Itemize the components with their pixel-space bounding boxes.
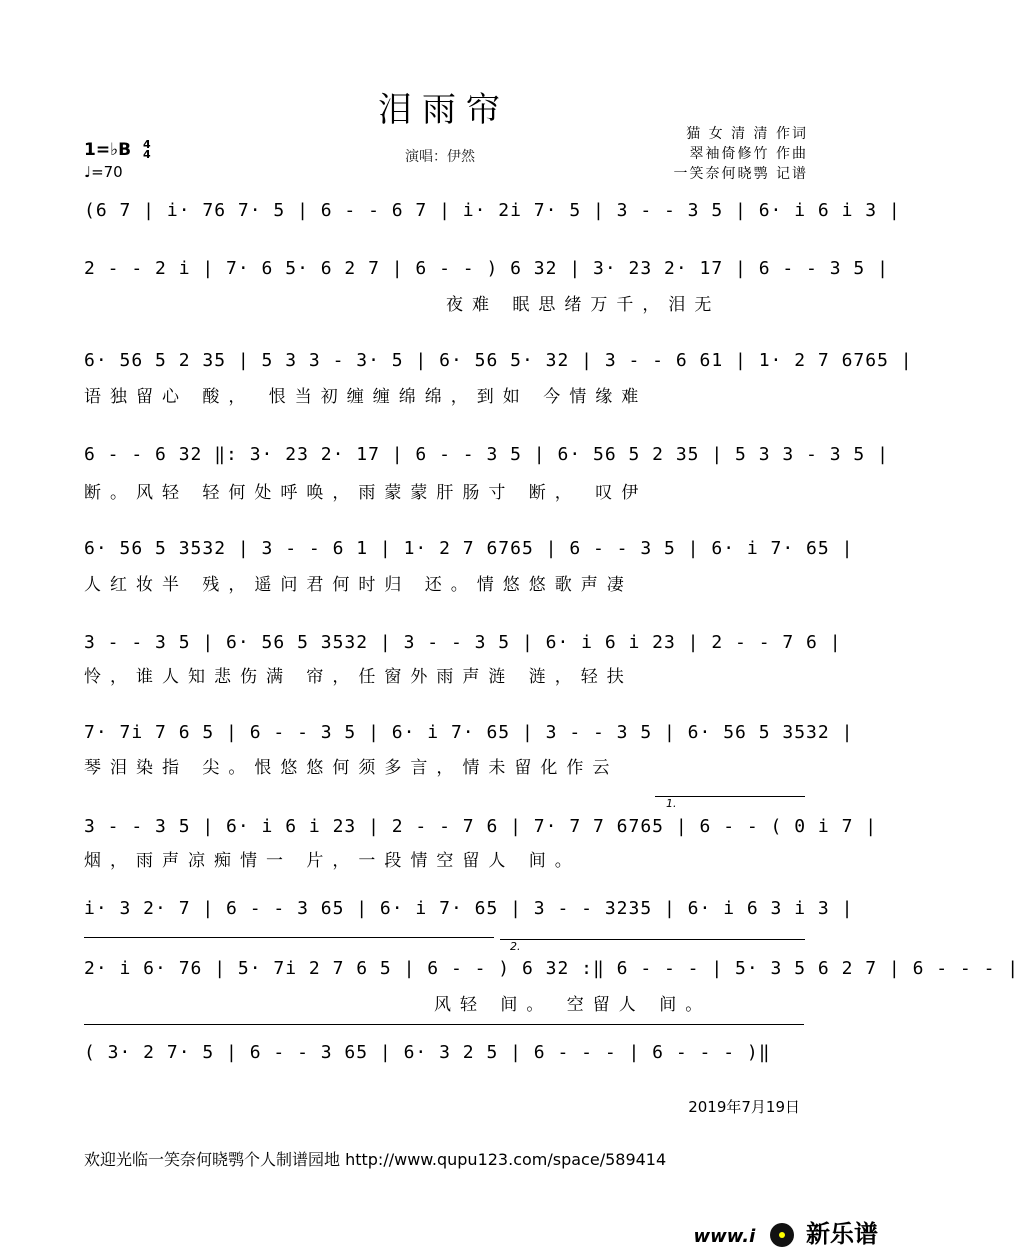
- singer-credit: 演唱：伊然: [405, 149, 475, 165]
- volta-2-bracket: [500, 939, 805, 940]
- notation-row-3: 6· 56 5 2 35 | 5 3 3 - 3· 5 | 6· 56 5· 32 | 3 - - 6 61 | 1· 2 7 6765 |: [84, 350, 913, 371]
- lyric-row-6: 怜，谁人知悲伤满 帘，任窗外雨声涟 涟，轻扶: [84, 667, 633, 687]
- brand-www: www.i: [693, 1226, 756, 1247]
- notation-row-1: (6 7 | i· 76 7· 5 | 6 - - 6 7 | i· 2i 7· 5 | 3 - - 3 5 | 6· i 6 i 3 |: [84, 200, 901, 221]
- music-disc-icon: [770, 1223, 794, 1247]
- notation-row-10: 2· i 6· 76 | 5· 7i 2 7 6 5 | 6 - - ) 6 32 :‖ 6 - - - | 5· 3 5 6 2 7 | 6 - - - |: [84, 958, 1019, 979]
- lyric-row-3: 语独留心 酸， 恨当初缠缠绵绵，到如 今情缘难: [84, 387, 648, 407]
- brand-logo[interactable]: [694, 1214, 878, 1249]
- composer-credit: 翠袖倚修竹 作曲: [689, 146, 808, 162]
- meter-bottom: 4: [142, 148, 151, 161]
- notation-row-4: 6 - - 6 32 ‖: 3· 23 2· 17 | 6 - - 3 5 | 6· 56 5 2 35 | 5 3 3 - 3 5 |: [84, 444, 889, 465]
- page-title: 泪雨帘: [378, 90, 510, 130]
- lyric-row-8: 烟，雨声凉痴情一 片，一段情空留人 间。: [84, 851, 581, 871]
- lyricist-credit: 猫 女 清 清 作词: [686, 126, 808, 142]
- time-signature: [143, 140, 151, 160]
- notation-row-9: i· 3 2· 7 | 6 - - 3 65 | 6· i 7· 65 | 3 - - 3235 | 6· i 6 3 i 3 |: [84, 898, 854, 919]
- lyric-row-7: 琴泪染指 尖。恨悠悠何须多言，情未留化作云: [84, 758, 619, 778]
- lyric-row-10: 风轻 间。 空留人 间。: [434, 995, 712, 1015]
- key-signature: [84, 140, 151, 160]
- notation-row-8: 3 - - 3 5 | 6· i 6 i 23 | 2 - - 7 6 | 7· 7 7 6765 | 6 - - ( 0 i 7 |: [84, 816, 878, 837]
- volta-1-bracket: [655, 796, 805, 797]
- volta-1-line: [84, 937, 494, 938]
- date: 2019年7月19日: [688, 1098, 800, 1116]
- volta-2-label: 2.: [510, 940, 521, 953]
- coda-line: [84, 1024, 804, 1025]
- key-label: 1=♭B: [84, 140, 132, 160]
- volta-1-label: 1.: [666, 797, 677, 810]
- meter-top: 4: [142, 138, 151, 151]
- tempo-marking: ♩=70: [84, 163, 123, 181]
- lyric-row-4: 断。风轻 轻何处呼唤，雨蒙蒙肝肠寸 断， 叹伊: [84, 483, 648, 503]
- transcriber-credit: 一笑奈何晓鹗 记谱: [673, 166, 808, 182]
- notation-row-7: 7· 7i 7 6 5 | 6 - - 3 5 | 6· i 7· 65 | 3 - - 3 5 | 6· 56 5 3532 |: [84, 722, 854, 743]
- notation-row-11: ( 3· 2 7· 5 | 6 - - 3 65 | 6· 3 2 5 | 6 - - - | 6 - - - )‖: [84, 1042, 771, 1063]
- notation-row-5: 6· 56 5 3532 | 3 - - 6 1 | 1· 2 7 6765 | 6 - - 3 5 | 6· i 7· 65 |: [84, 538, 854, 559]
- notation-row-6: 3 - - 3 5 | 6· 56 5 3532 | 3 - - 3 5 | 6· i 6 i 23 | 2 - - 7 6 |: [84, 632, 842, 653]
- brand-name: 新乐谱: [806, 1220, 878, 1248]
- lyric-row-2: 夜难 眠思绪万千，泪无: [446, 295, 721, 315]
- credits: [674, 124, 808, 184]
- lyric-row-5: 人红妆半 残，遥问君何时归 还。情悠悠歌声凄: [84, 575, 633, 595]
- notation-row-2: 2 - - 2 i | 7· 6 5· 6 2 7 | 6 - - ) 6 32 | 3· 23 2· 17 | 6 - - 3 5 |: [84, 258, 889, 279]
- footer-text[interactable]: 欢迎光临一笑奈何晓鹗个人制谱园地 http://www.qupu123.com/space/589414: [84, 1150, 667, 1169]
